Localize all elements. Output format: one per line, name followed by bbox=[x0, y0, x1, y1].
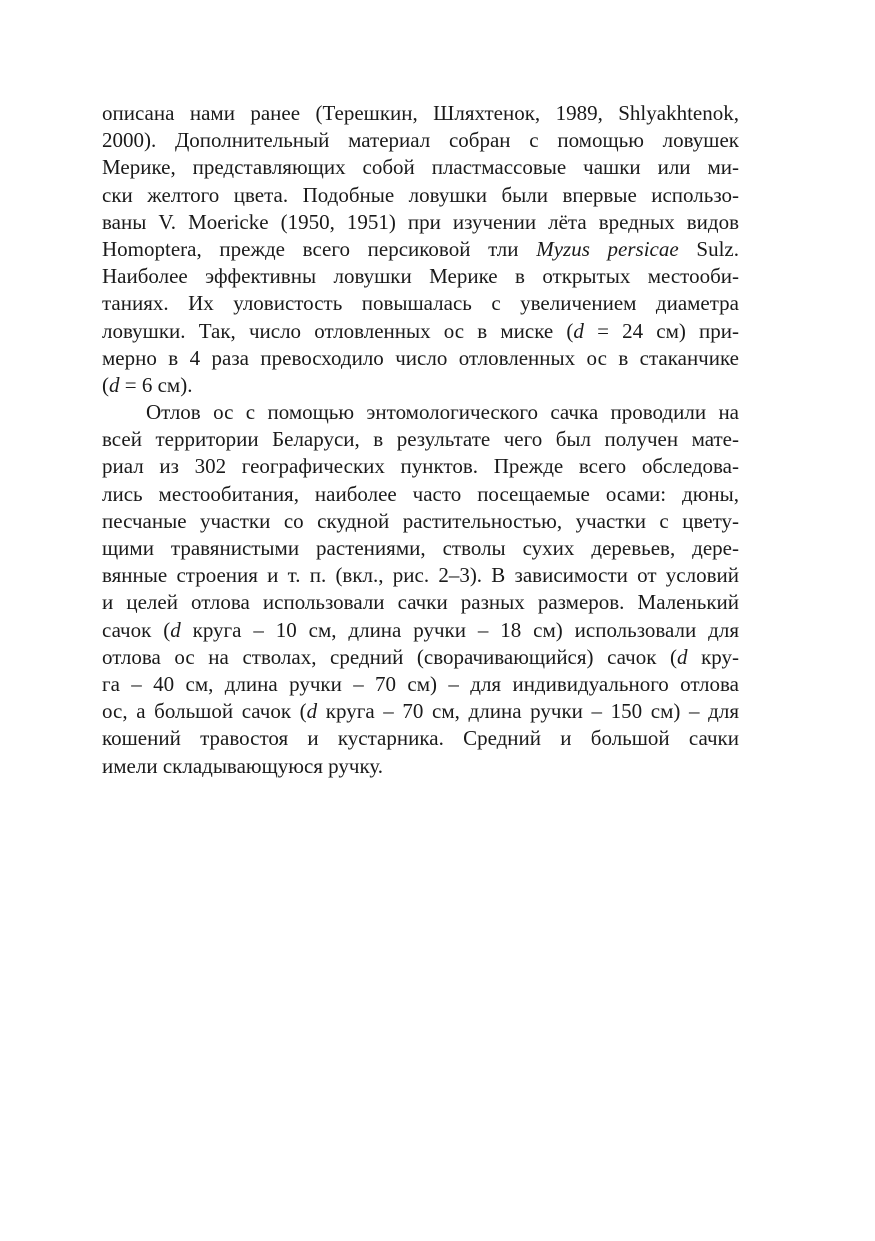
text-line: ос, а большой сачок (d круга – 70 см, длина ручки – 150 см) – для bbox=[102, 699, 739, 724]
text-line: песчаные участки со скудной растительностью, участки с цвету- bbox=[102, 508, 739, 533]
text-line: и целей отлова использовали сачки разных размеров. Маленький bbox=[102, 590, 739, 615]
body-text bbox=[102, 100, 739, 780]
text-line: кошений травостоя и кустарника. Средний и большой сачки bbox=[102, 726, 739, 751]
text-line: таниях. Их уловистость повышалась с увеличением диаметра bbox=[102, 291, 739, 316]
paragraph-1 bbox=[102, 100, 739, 399]
text-line: Мерике, представляющих собой пластмассовые чашки или ми- bbox=[102, 155, 739, 180]
text-line: ваны V. Moericke (1950, 1951) при изучении лёта вредных видов bbox=[102, 209, 739, 234]
text-line: всей территории Беларуси, в результате чего был получен мате- bbox=[102, 427, 739, 452]
diameter-symbol: d bbox=[306, 699, 318, 724]
text-line: описана нами ранее (Терешкин, Шляхтенок, 1989, Shlyakhtenok, bbox=[102, 101, 739, 125]
text-line: ски желтого цвета. Подобные ловушки были впервые использо- bbox=[102, 182, 739, 207]
text-line: риал из 302 географических пунктов. Прежде всего обследова- bbox=[102, 454, 739, 479]
text-line: га – 40 см, длина ручки – 70 см) – для индивидуального отлова bbox=[102, 671, 739, 696]
text-line: лись местообитания, наиболее часто посещаемые осами: дюны, bbox=[102, 481, 739, 506]
text-line: имели складывающуюся ручку. bbox=[102, 753, 384, 778]
text-line: Homoptera, прежде всего персиковой тли Myzus persicae Sulz. bbox=[102, 236, 739, 261]
diameter-symbol: d bbox=[573, 318, 584, 343]
text-line: сачок (d круга – 10 см, длина ручки – 18 см) использовали для bbox=[102, 617, 739, 642]
text-line: ловушки. Так, число отловленных ос в миске (d = 24 см) при- bbox=[102, 318, 740, 343]
species-name: Myzus persicae bbox=[536, 236, 679, 261]
text-line: вянные строения и т. п. (вкл., рис. 2–3). В зависимости от условий bbox=[102, 563, 739, 588]
paragraph-2 bbox=[102, 399, 739, 780]
text-line: отлова ос на стволах, средний (сворачивающийся) сачок (d кру- bbox=[102, 644, 739, 669]
text-line: 2000). Дополнительный материал собран с помощью ловушек bbox=[102, 128, 739, 153]
text-line: мерно в 4 раза превосходило число отловленных ос в стаканчике bbox=[102, 345, 739, 370]
diameter-symbol: d bbox=[170, 617, 181, 642]
text-line: щими травянистыми растениями, стволы сухих деревьев, дере- bbox=[102, 536, 739, 560]
text-line: Наиболее эффективны ловушки Мерике в открытых местооби- bbox=[102, 264, 739, 289]
text-line: (d = 6 см). bbox=[102, 372, 193, 397]
diameter-symbol: d bbox=[109, 372, 120, 397]
diameter-symbol: d bbox=[677, 644, 688, 669]
text-line: Отлов ос с помощью энтомологического сачка проводили на bbox=[146, 400, 739, 425]
